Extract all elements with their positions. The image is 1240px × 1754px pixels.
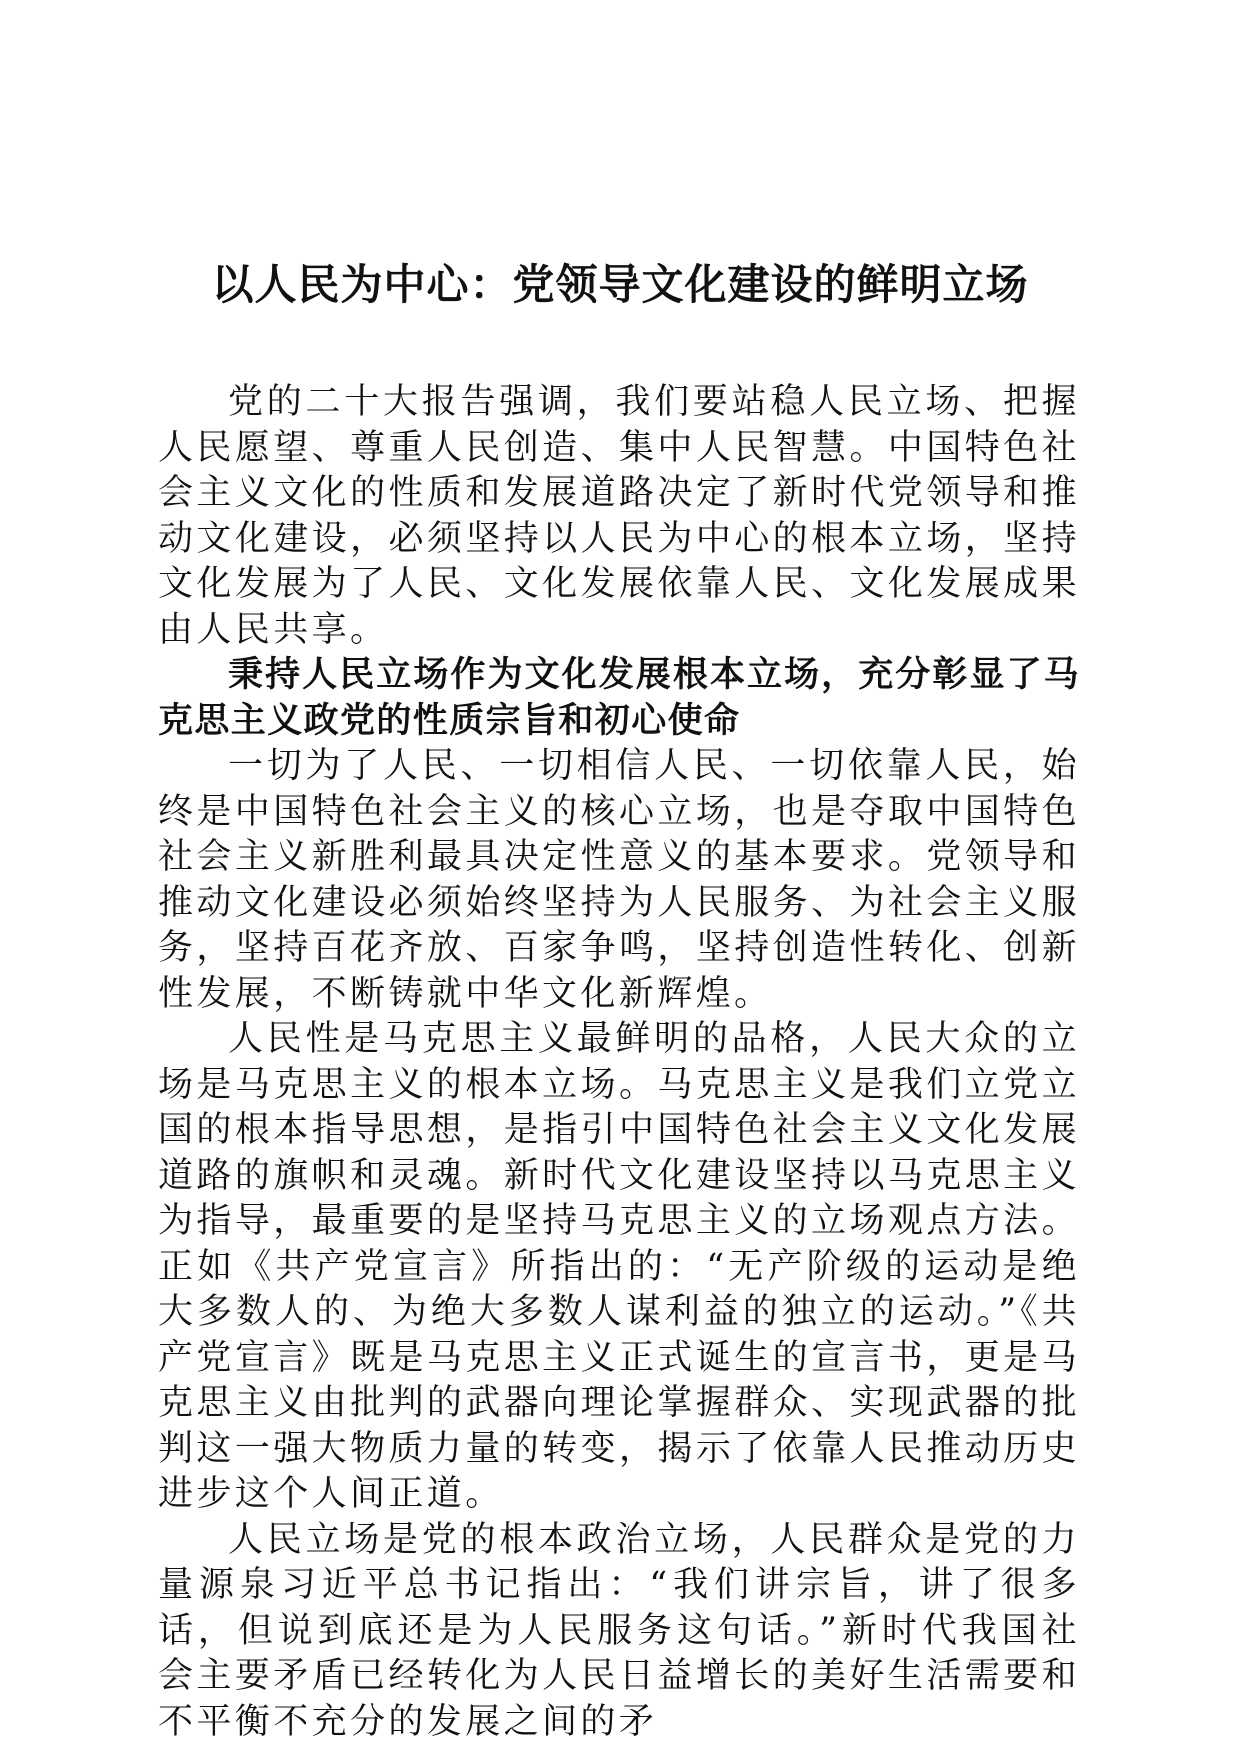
- paragraph-political-stance: 人民立场是党的根本政治立场，人民群众是党的力量源泉习近平总书记指出：“我们讲宗旨，讲了很多话，但说到底还是为人民服务这句话。”新时代我国社会主要矛盾已经转化为人民日益增长的美好生活需要和不平衡不充分的发展之间的矛: [158, 1519, 1080, 1742]
- document-title: 以人民为中心：党领导文化建设的鲜明立场: [211, 260, 1029, 309]
- paragraph-intro: 党的二十大报告强调，我们要站稳人民立场、把握人民愿望、尊重人民创造、集中人民智慧。中国特色社会主义文化的性质和发展道路决定了新时代党领导和推动文化建设，必须坚持以人民为中心的根本立场，坚持文化发展为了人民、文化发展依靠人民、文化发展成果由人民共享。: [158, 382, 1080, 650]
- paragraph-core-stance: 一切为了人民、一切相信人民、一切依靠人民，始终是中国特色社会主义的核心立场，也是夺取中国特色社会主义新胜利最具决定性意义的基本要求。党领导和推动文化建设必须始终坚持为人民服务、为社会主义服务，坚持百花齐放、百家争鸣，坚持创造性转化、创新性发展，不断铸就中华文化新辉煌。: [158, 746, 1080, 1014]
- document-body: [158, 380, 1080, 1745]
- section-heading: 秉持人民立场作为文化发展根本立场，充分彰显了马克思主义政党的性质宗旨和初心使命: [158, 655, 1080, 741]
- paragraph-marxism: 人民性是马克思主义最鲜明的品格，人民大众的立场是马克思主义的根本立场。马克思主义是我们立党立国的根本指导思想，是指引中国特色社会主义文化发展道路的旗帜和灵魂。新时代文化建设坚持以马克思主义为指导，最重要的是坚持马克思主义的立场观点方法。正如《共产党宣言》所指出的：“无产阶级的运动是绝大多数人的、为绝大多数人谋利益的独立的运动。”《共产党宣言》既是马克思主义正式诞生的宣言书，更是马克思主义由批判的武器向理论掌握群众、实现武器的批判这一强大物质力量的转变，揭示了依靠人民推动历史进步这个人间正道。: [158, 1019, 1080, 1514]
